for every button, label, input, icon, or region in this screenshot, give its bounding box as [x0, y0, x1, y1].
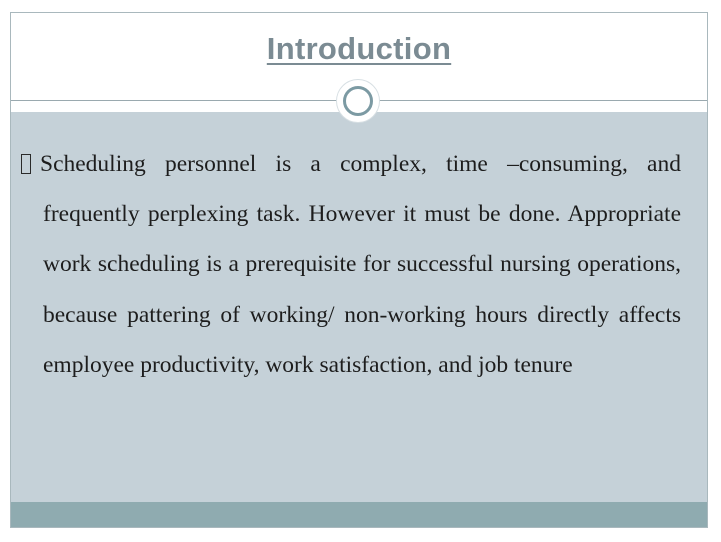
circle-ornament-icon: [337, 80, 379, 122]
bullet-text: Scheduling personnel is a complex, time –consuming, and frequently perplexing task. However it must be done. Appropriate work scheduling is a prerequisite for successful nursing operations, because pattering of working/ non-working hours directly affects employee productivity, work satisfaction, and job tenure: [40, 151, 681, 378]
footer-band: [11, 502, 707, 527]
slide-title: Introduction: [266, 31, 452, 66]
circle-ornament-inner: [343, 86, 373, 116]
bullet-paragraph: [40, 139, 681, 390]
slide: [10, 12, 708, 528]
bullet-box-icon: [21, 154, 31, 174]
